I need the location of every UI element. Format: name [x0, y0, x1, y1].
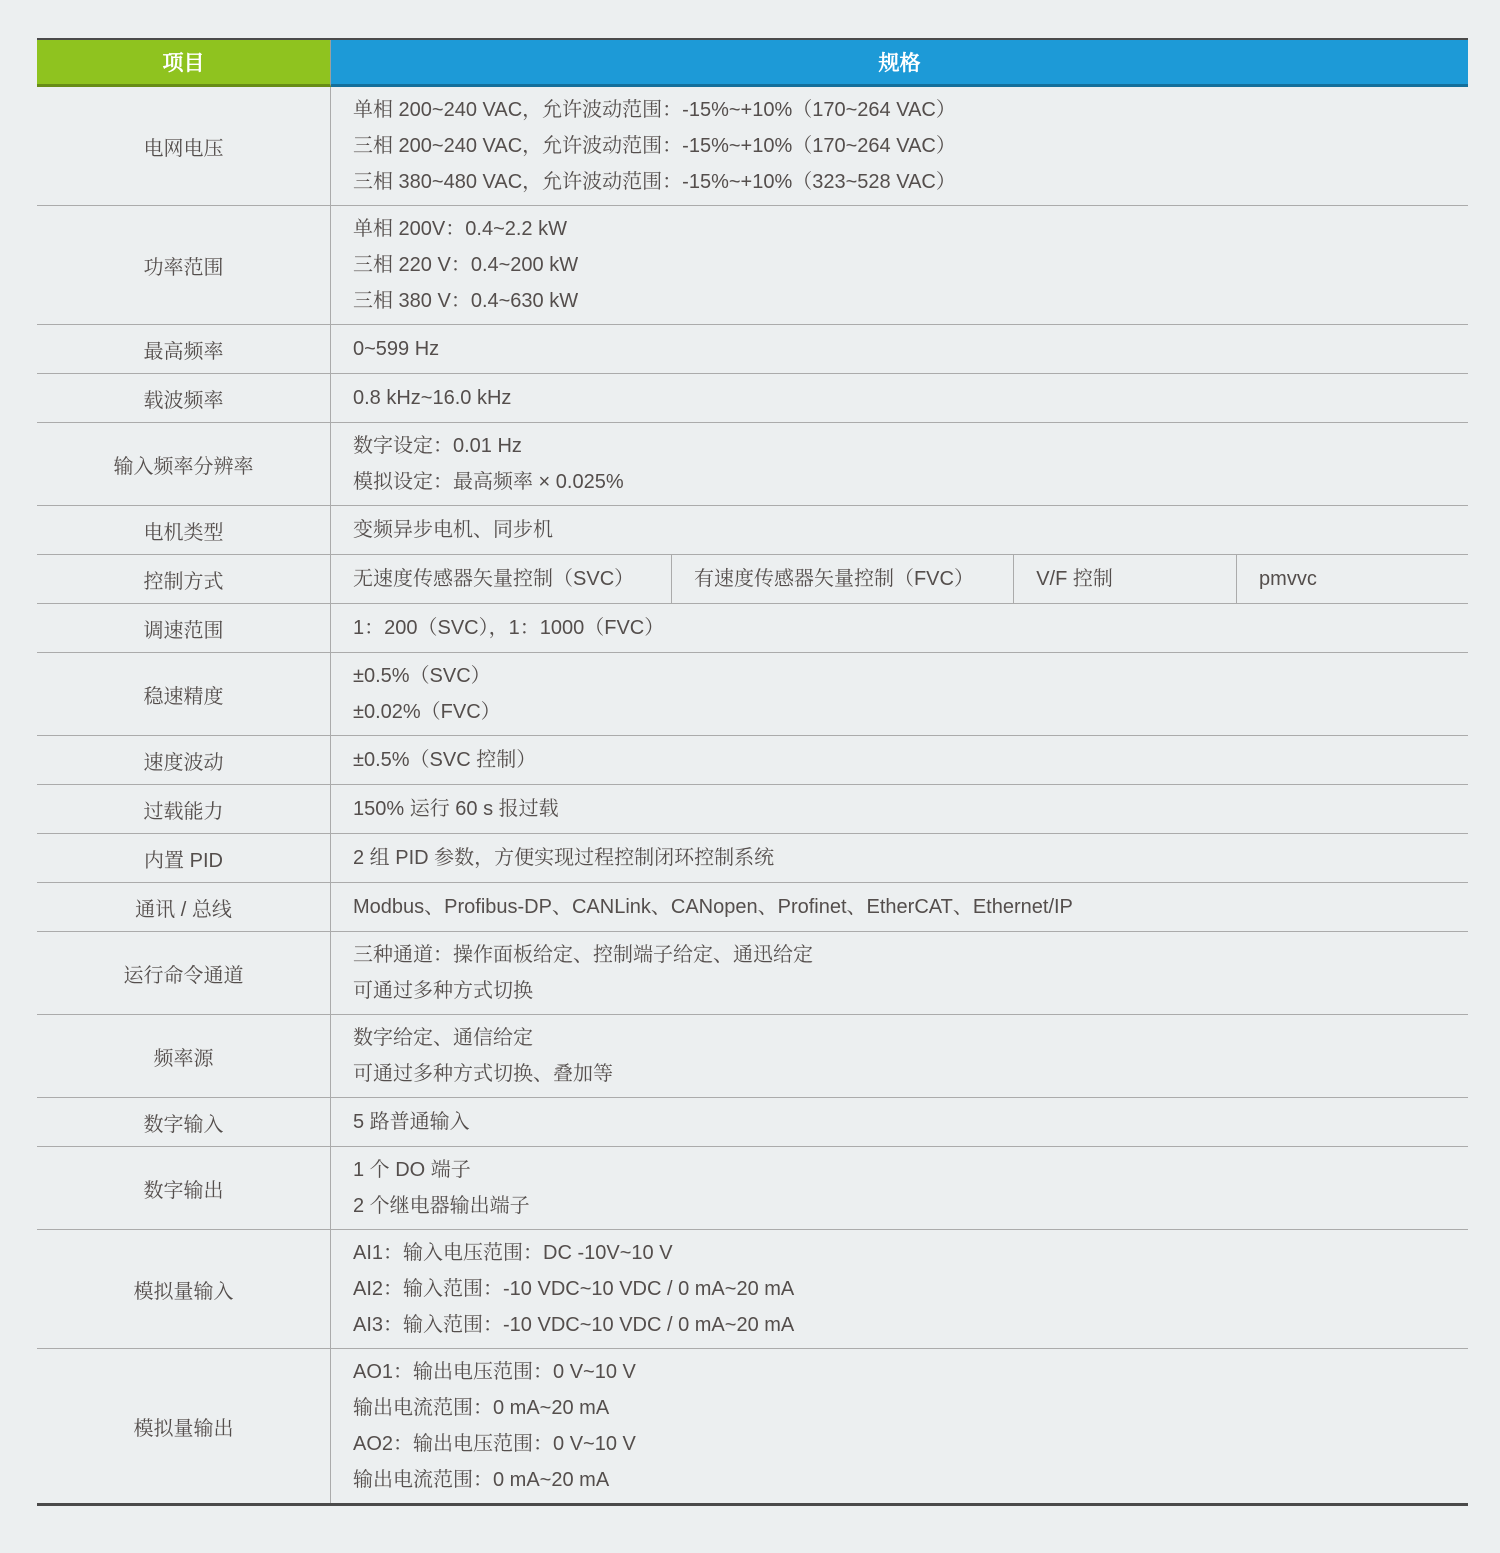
- header-spec-cell: [331, 40, 1468, 87]
- row-communication-bus: [37, 882, 1468, 931]
- row-label: 通讯 / 总线: [37, 883, 331, 931]
- row-value: [331, 1230, 1468, 1348]
- spec-line: 1 个 DO 端子: [353, 1159, 471, 1181]
- row-label: 调速范围: [37, 604, 331, 652]
- row-speed-range: [37, 603, 1468, 652]
- row-label: 频率源: [37, 1015, 331, 1097]
- row-value: [331, 785, 1468, 833]
- row-label: 数字输出: [37, 1147, 331, 1229]
- control-mode-pmvvc-cell: pmvvc: [1236, 555, 1468, 603]
- row-power-range: [37, 205, 1468, 324]
- row-label: 功率范围: [37, 206, 331, 324]
- row-speed-accuracy: [37, 652, 1468, 735]
- row-value: [331, 1015, 1468, 1097]
- spec-line: 三相 200~240 VAC，允许波动范围：-15%~+10%（170~264 VAC）: [353, 135, 956, 157]
- row-value: [331, 604, 1468, 652]
- row-label: 载波频率: [37, 374, 331, 422]
- row-control-mode: [37, 554, 1468, 603]
- header-item-label: 项目: [162, 52, 205, 75]
- row-digital-input: [37, 1097, 1468, 1146]
- spec-line: 0.8 kHz~16.0 kHz: [353, 387, 512, 409]
- row-motor-type: [37, 505, 1468, 554]
- header-spec-label: 规格: [878, 52, 921, 75]
- row-input-frequency-resolution: [37, 422, 1468, 505]
- control-mode-vf-cell: V/F 控制: [1013, 555, 1236, 603]
- row-label: 输入频率分辨率: [37, 423, 331, 505]
- spec-line: Modbus、Profibus-DP、CANLink、CANopen、Profinet、EtherCAT、Ethernet/IP: [353, 896, 1073, 918]
- spec-line: 单相 200V：0.4~2.2 kW: [353, 218, 567, 240]
- row-label: 电机类型: [37, 506, 331, 554]
- row-max-frequency: [37, 324, 1468, 373]
- spec-line: 输出电流范围：0 mA~20 mA: [353, 1469, 610, 1491]
- spec-line: AO1：输出电压范围：0 V~10 V: [353, 1361, 636, 1383]
- row-frequency-source: [37, 1014, 1468, 1097]
- row-builtin-pid: [37, 833, 1468, 882]
- spec-line: 模拟设定：最高频率 × 0.025%: [353, 471, 624, 493]
- row-value: [331, 1098, 1468, 1146]
- row-speed-fluctuation: [37, 735, 1468, 784]
- control-mode-fvc-cell: 有速度传感器矢量控制（FVC）: [671, 555, 1013, 603]
- row-value: [331, 206, 1468, 324]
- row-label: 电网电压: [37, 87, 331, 205]
- row-value: [331, 374, 1468, 422]
- spec-line: 数字给定、通信给定: [353, 1027, 533, 1049]
- row-label: 内置 PID: [37, 834, 331, 882]
- spec-line: ±0.5%（SVC 控制）: [353, 749, 537, 771]
- row-value: [331, 736, 1468, 784]
- spec-line: AI2：输入范围：-10 VDC~10 VDC / 0 mA~20 mA: [353, 1278, 795, 1300]
- spec-line: 150% 运行 60 s 报过载: [353, 798, 559, 820]
- header-item-cell: [37, 40, 331, 87]
- row-analog-output: [37, 1348, 1468, 1503]
- table-header-row: [37, 40, 1468, 87]
- row-label: 模拟量输入: [37, 1230, 331, 1348]
- spec-line: 三相 220 V：0.4~200 kW: [353, 254, 579, 276]
- row-label: 稳速精度: [37, 653, 331, 735]
- row-carrier-frequency: [37, 373, 1468, 422]
- row-label: 过载能力: [37, 785, 331, 833]
- spec-line: 输出电流范围：0 mA~20 mA: [353, 1397, 610, 1419]
- row-label: 数字输入: [37, 1098, 331, 1146]
- spec-line: 可通过多种方式切换: [353, 980, 533, 1002]
- spec-line: 1：200（SVC），1：1000（FVC）: [353, 617, 665, 639]
- row-value: [331, 653, 1468, 735]
- spec-line: 单相 200~240 VAC，允许波动范围：-15%~+10%（170~264 VAC）: [353, 99, 956, 121]
- row-label: 运行命令通道: [37, 932, 331, 1014]
- row-grid-voltage: [37, 87, 1468, 205]
- spec-line: 三种通道：操作面板给定、控制端子给定、通迅给定: [353, 944, 813, 966]
- spec-line: AI3：输入范围：-10 VDC~10 VDC / 0 mA~20 mA: [353, 1314, 795, 1336]
- row-value: [331, 1349, 1468, 1503]
- row-value: [331, 1147, 1468, 1229]
- spec-line: 0~599 Hz: [353, 338, 440, 360]
- row-label: 模拟量输出: [37, 1349, 331, 1503]
- spec-line: 5 路普通输入: [353, 1111, 470, 1133]
- spec-line: 三相 380 V：0.4~630 kW: [353, 290, 579, 312]
- row-value: [331, 932, 1468, 1014]
- control-mode-svc-cell: 无速度传感器矢量控制（SVC）: [353, 568, 635, 590]
- spec-line: ±0.02%（FVC）: [353, 701, 501, 723]
- spec-line: AO2：输出电压范围：0 V~10 V: [353, 1433, 636, 1455]
- row-label: 速度波动: [37, 736, 331, 784]
- spec-line: AI1：输入电压范围：DC -10V~10 V: [353, 1242, 673, 1264]
- row-label: 控制方式: [37, 555, 331, 603]
- row-value: [331, 883, 1468, 931]
- row-overload-capacity: [37, 784, 1468, 833]
- row-digital-output: [37, 1146, 1468, 1229]
- row-value: [331, 834, 1468, 882]
- spec-line: 2 组 PID 参数，方便实现过程控制闭环控制系统: [353, 847, 775, 869]
- spec-line: 可通过多种方式切换、叠加等: [353, 1063, 613, 1085]
- row-label: 最高频率: [37, 325, 331, 373]
- row-value: [331, 506, 1468, 554]
- spec-line: ±0.5%（SVC）: [353, 665, 491, 687]
- spec-line: 变频异步电机、同步机: [353, 519, 553, 541]
- row-value: [331, 423, 1468, 505]
- row-value: [331, 325, 1468, 373]
- spec-table: [37, 38, 1468, 1506]
- row-analog-input: [37, 1229, 1468, 1348]
- row-run-command-channel: [37, 931, 1468, 1014]
- spec-line: 数字设定：0.01 Hz: [353, 435, 522, 457]
- spec-line: 三相 380~480 VAC，允许波动范围：-15%~+10%（323~528 VAC）: [353, 171, 956, 193]
- spec-line: 2 个继电器输出端子: [353, 1195, 530, 1217]
- row-value: [331, 555, 1468, 603]
- row-value: [331, 87, 1468, 205]
